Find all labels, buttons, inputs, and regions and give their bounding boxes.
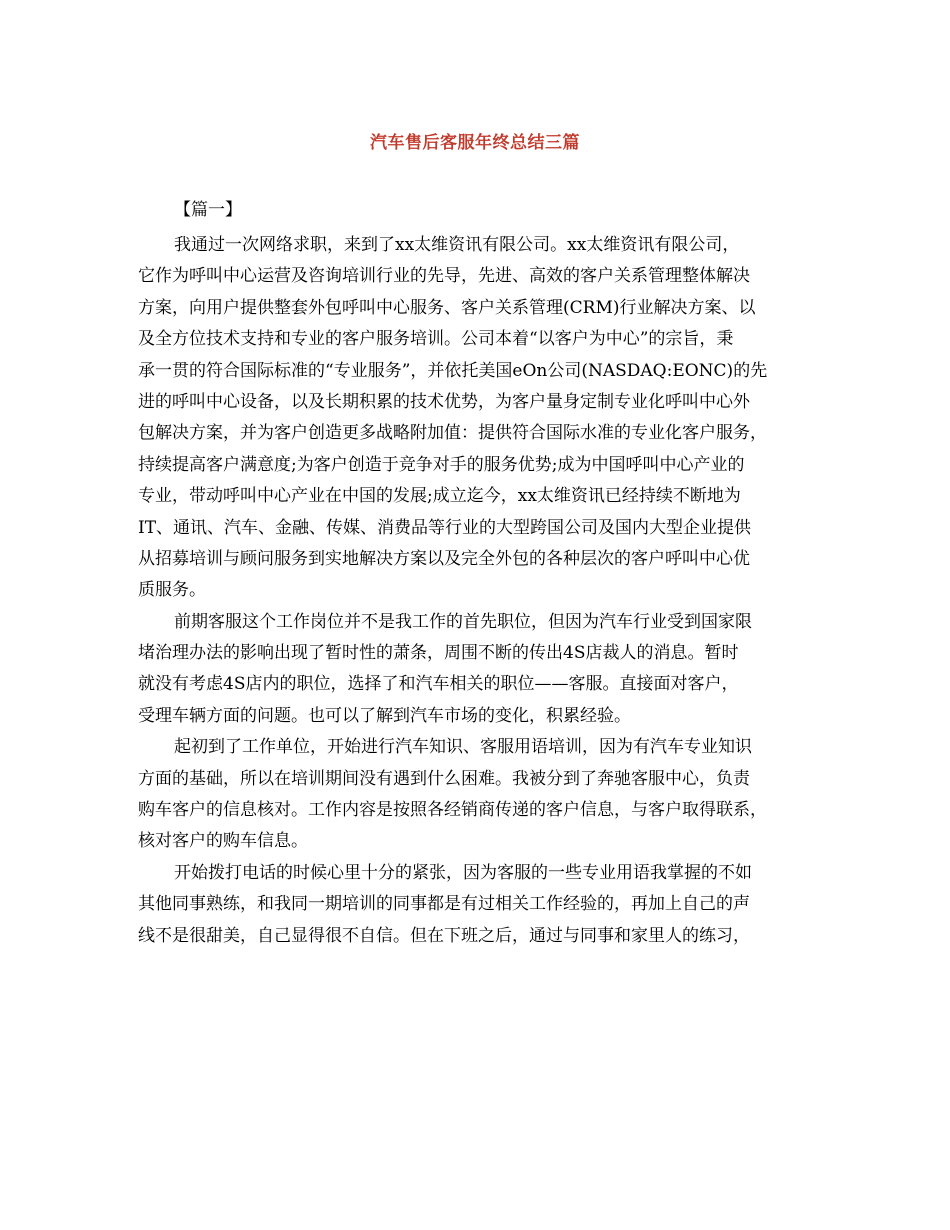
text-line: 前期客服这个工作岗位并不是我工作的首先职位，但因为汽车行业受到国家限 [174, 611, 752, 632]
text-line: 堵治理办法的影响出现了暂时性的萧条，周围不断的传出4S店裁人的消息。暂时 [138, 643, 739, 664]
text-line: 我通过一次网络求职，来到了xx太维资讯有限公司。xx太维资讯有限公司， [174, 235, 740, 255]
text-line: 其他同事熟练，和我同一期培训的同事都是有过相关工作经验的，再加上自己的声 [138, 894, 750, 915]
text-line: 方案，向用户提供整套外包呼叫中心服务、客户关系管理(CRM)行业解决方案、以 [138, 297, 756, 318]
text-line: IT、通讯、汽车、金融、传媒、消费品等行业的大型跨国公司及国内大型企业提供 [138, 517, 752, 538]
text-line: 质服务。 [138, 580, 206, 601]
text-line: 购车客户的信息核对。工作内容是按照各经销商传递的客户信息，与客户取得联系， [138, 800, 767, 821]
text-line: 持续提高客户满意度;为客户创造于竞争对手的服务优势;成为中国呼叫中心产业的 [138, 454, 745, 475]
text-line: 线不是很甜美，自己显得很不自信。但在下班之后，通过与同事和家里人的练习， [138, 925, 750, 946]
text-line: 包解决方案，并为客户创造更多战略附加值：提供符合国际水准的专业化客户服务， [138, 423, 767, 444]
text-line: 及全方位技术支持和专业的客户服务培训。公司本着“以客户为中心”的宗旨，秉 [138, 329, 734, 350]
text-line: 专业，带动呼叫中心产业在中国的发展;成立迄今，xx太维资讯已经持续不断地为 [138, 486, 741, 507]
text-line: 开始拨打电话的时候心里十分的紧张，因为客服的一些专业用语我掌握的不如 [174, 862, 752, 883]
text-line: 就没有考虑4S店内的职位，选择了和汽车相关的职位——客服。直接面对客户， [138, 674, 739, 695]
text-line: 方面的基础，所以在培训期间没有遇到什么困难。我被分到了奔驰客服中心，负责 [138, 768, 750, 789]
text-line: 从招募培训与顾问服务到实地解决方案以及完全外包的各种层次的客户呼叫中心优 [138, 548, 750, 569]
text-line: 受理车辆方面的问题。也可以了解到汽车市场的变化，积累经验。 [138, 705, 631, 726]
text-line: 核对客户的购车信息。 [138, 831, 308, 852]
text-line: 它作为呼叫中心运营及咨询培训行业的先导，先进、高效的客户关系管理整体解决 [138, 266, 750, 287]
document-body [138, 230, 822, 952]
text-line: 承一贯的符合国际标准的“专业服务”，并依托美国eOn公司(NASDAQ:EONC)的先 [138, 360, 768, 381]
section-heading: 【篇一】 [174, 200, 242, 220]
text-line: 进的呼叫中心设备，以及长期积累的技术优势，为客户量身定制专业化呼叫中心外 [138, 391, 750, 412]
document-title: 汽车售后客服年终总结三篇 [370, 133, 580, 153]
text-line: 起初到了工作单位，开始进行汽车知识、客服用语培训，因为有汽车专业知识 [174, 737, 752, 758]
